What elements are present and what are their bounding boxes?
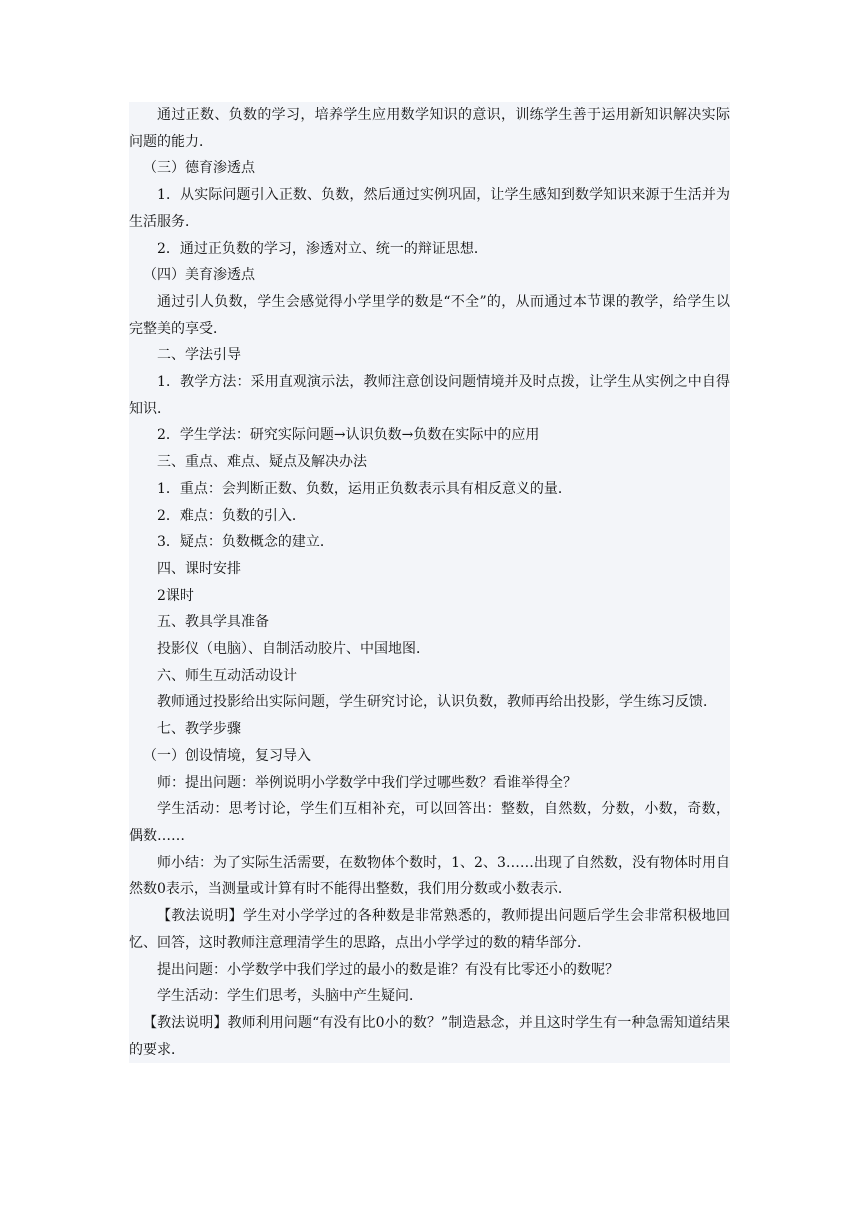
paragraph-teacher-question: 师：提出问题：举例说明小学数学中我们学过哪些数？看谁举得全？ [157,774,577,791]
paragraph-teacher-summary: 师小结：为了实际生活需要，在数物体个数时，1、2、3……出现了自然数，没有物体时用自然数0表示，当测量或计算有时不能得出整数，我们用分数或小数表示． [129,854,730,898]
paragraph-method-note-2: 【教法说明】教师利用问题“有没有比0小的数？”制造悬念，并且这时学生有一种急需知道结果的要求． [129,1014,730,1058]
heading-key-points: 三、重点、难点、疑点及解决办法 [157,454,367,471]
heading-step-1: （一）创设情境，复习导入 [143,747,311,764]
paragraph-schedule: 2课时 [157,587,194,604]
paragraph-interaction-design: 教师通过投影给出实际问题，学生研究讨论，认识负数，教师再给出投影，学生练习反馈． [157,694,717,711]
paragraph-materials: 投影仪（电脑）、自制活动胶片、中国地图． [157,641,430,658]
heading-moral-education: （三）德育渗透点 [143,160,255,177]
paragraph-teaching-method: 1．教学方法：采用直观演示法，教师注意创设问题情境并及时点拨，让学生从实例之中自得知识． [129,374,730,417]
document-body [129,102,730,1063]
heading-schedule: 四、课时安排 [157,560,241,577]
paragraph-difficulty: 2．难点：负数的引入． [157,507,306,524]
heading-learning-guidance: 二、学法引导 [157,347,241,364]
heading-interaction-design: 六、师生互动活动设计 [157,667,297,684]
paragraph-question-2: 提出问题：小学数学中我们学过的最小的数是谁？有没有比零还小的数呢？ [157,961,619,978]
paragraph-goal-application: 通过正数、负数的学习，培养学生应用数学知识的意识，训练学生善于运用新知识解决实际问题的能力． [129,107,730,150]
paragraph-aesthetic: 通过引人负数，学生会感觉得小学里学的数是“不全”的，从而通过本节课的教学，给学生以完整美的享受． [129,293,730,337]
paragraph-moral-1: 1．从实际问题引入正数、负数，然后通过实例巩固，让学生感知到数学知识来源于生活并为生活服务． [129,187,730,230]
paragraph-moral-2: 2．通过正负数的学习，渗透对立、统一的辩证思想． [157,240,488,257]
paragraph-key-point: 1．重点：会判断正数、负数，运用正负数表示具有相反意义的量． [157,480,572,497]
heading-teaching-steps: 七、教学步骤 [157,721,241,738]
paragraph-doubt: 3．疑点：负数概念的建立． [157,534,334,551]
heading-aesthetic-education: （四）美育渗透点 [143,267,255,284]
paragraph-learning-method: 2．学生学法：研究实际问题→认识负数→负数在实际中的应用 [157,427,540,444]
paragraph-student-activity-2: 学生活动：学生们思考，头脑中产生疑问． [157,988,423,1005]
heading-materials: 五、教具学具准备 [157,614,269,631]
paragraph-method-note-1: 【教法说明】学生对小学学过的各种数是非常熟悉的，教师提出问题后学生会非常积极地回忆、回答，这时教师注意理清学生的思路，点出小学学过的数的精华部分． [129,908,730,951]
paragraph-student-activity: 学生活动：思考讨论，学生们互相补充，可以回答出：整数，自然数，分数，小数，奇数，偶数…… [129,801,730,844]
